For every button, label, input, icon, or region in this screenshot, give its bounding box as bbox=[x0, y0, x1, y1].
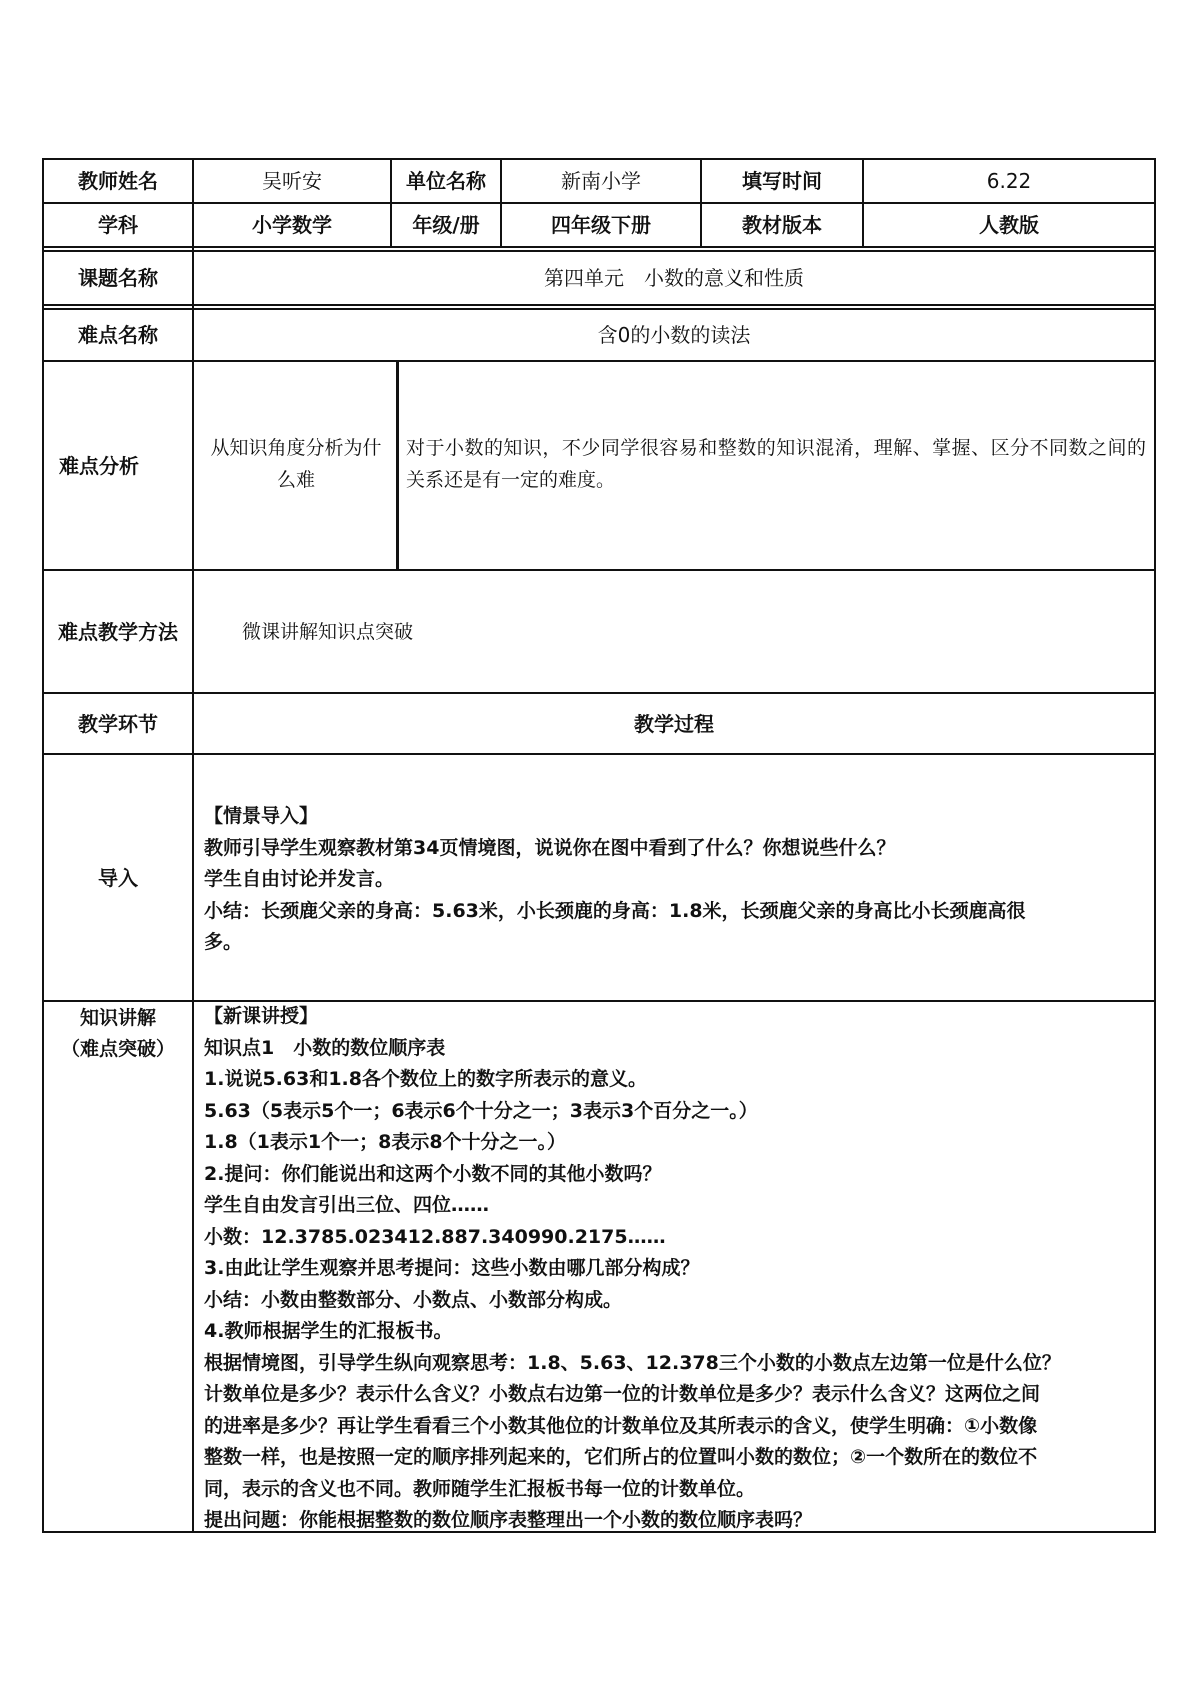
knowledge-line: 4.教师根据学生的汇报板书。 bbox=[204, 1320, 453, 1342]
knowledge-line: 2.提问：你们能说出和这两个小数不同的其他小数吗？ bbox=[204, 1162, 662, 1185]
knowledge-line: 小数：12.3785.023412.887.340990.2175…… bbox=[204, 1225, 666, 1248]
knowledge-line: 1.说说5.63和1.8各个数位上的数字所表示的意义。 bbox=[204, 1068, 647, 1090]
knowledge-label bbox=[44, 1003, 192, 1065]
knowledge-line: 知识点1 小数的数位顺序表 bbox=[204, 1036, 446, 1059]
topic-label: 课题名称 bbox=[78, 266, 158, 290]
analysis-label: 难点分析 bbox=[59, 453, 139, 478]
knowledge-line: 计数单位是多少？表示什么含义？小数点右边第一位的计数单位是多少？表示什么含义？这两位之间 bbox=[204, 1383, 1041, 1405]
knowledge-line: 整数一样，也是按照一定的顺序排列起来的，它们所占的位置叫小数的数位；②一个数所在的数位不 bbox=[204, 1446, 1038, 1468]
intro-line: 学生自由讨论并发言。 bbox=[204, 868, 395, 890]
table-border-right bbox=[1154, 158, 1156, 1533]
knowledge-line: 【新课讲授】 bbox=[204, 1005, 319, 1027]
edition-value: 人教版 bbox=[979, 213, 1039, 237]
row-line-3 bbox=[42, 304, 1156, 306]
edition-label: 教材版本 bbox=[742, 213, 822, 237]
knowledge-line: 1.8（1表示1个一；8表示8个十分之一。） bbox=[204, 1131, 567, 1153]
difficulty-value: 含0的小数的读法 bbox=[597, 323, 751, 347]
teacher-label: 教师姓名 bbox=[78, 169, 158, 193]
process-step-label: 教学环节 bbox=[78, 711, 158, 736]
knowledge-label-line2: （难点突破） bbox=[60, 1038, 175, 1060]
intro-line: 【情景导入】 bbox=[204, 805, 319, 827]
row-line-2 bbox=[42, 246, 1156, 248]
subject-value: 小学数学 bbox=[252, 213, 332, 237]
knowledge-line: 学生自由发言引出三位、四位…… bbox=[204, 1194, 490, 1216]
knowledge-line: 同，表示的含义也不同。教师随学生汇报板书每一位的计数单位。 bbox=[204, 1477, 756, 1500]
analysis-sub-label: 从知识角度分析为什么难 bbox=[210, 437, 382, 491]
analysis-divider bbox=[396, 362, 399, 570]
unit-label: 单位名称 bbox=[406, 169, 486, 193]
row-line-5 bbox=[42, 569, 1156, 571]
intro-line: 多。 bbox=[204, 931, 243, 953]
intro-line: 教师引导学生观察教材第34页情境图，说说你在图中看到了什么？你想说些什么？ bbox=[204, 836, 896, 859]
difficulty-label: 难点名称 bbox=[78, 323, 158, 347]
knowledge-line: 5.63（5表示5个一；6表示6个十分之一；3表示3个百分之一。） bbox=[204, 1099, 758, 1122]
teacher-value: 吴听安 bbox=[262, 169, 322, 193]
row-line-7 bbox=[42, 753, 1156, 755]
subject-label: 学科 bbox=[98, 213, 138, 237]
date-value: 6.22 bbox=[986, 169, 1032, 193]
knowledge-body bbox=[204, 1001, 1149, 1537]
knowledge-line: 根据情境图，引导学生纵向观察思考：1.8、5.63、12.378三个小数的小数点左边第一位是什么位？ bbox=[204, 1351, 1061, 1374]
label-column-divider bbox=[192, 158, 194, 1533]
knowledge-line: 提出问题：你能根据整数的数位顺序表整理出一个小数的数位顺序表吗？ bbox=[204, 1509, 813, 1531]
knowledge-label-line1: 知识讲解 bbox=[79, 1007, 156, 1029]
topic-value: 第四单元 小数的意义和性质 bbox=[544, 266, 804, 290]
method-value: 微课讲解知识点突破 bbox=[242, 621, 414, 643]
grade-value: 四年级下册 bbox=[551, 213, 651, 237]
intro-label: 导入 bbox=[98, 865, 138, 890]
knowledge-line: 的进率是多少？再让学生看看三个小数其他位的计数单位及其所表示的含义，使学生明确：①小数像 bbox=[204, 1414, 1038, 1437]
unit-value: 新南小学 bbox=[561, 169, 641, 193]
analysis-text: 对于小数的知识，不少同学很容易和整数的知识混淆，理解、掌握、区分不同数之间的关系还是有一定的难度。 bbox=[406, 437, 1146, 491]
method-label: 难点教学方法 bbox=[58, 619, 178, 644]
intro-body bbox=[204, 801, 1149, 959]
date-label: 填写时间 bbox=[742, 169, 822, 193]
process-value: 教学过程 bbox=[634, 711, 714, 736]
knowledge-line: 3.由此让学生观察并思考提问：这些小数由哪几部分构成？ bbox=[204, 1257, 700, 1279]
knowledge-line: 小结：小数由整数部分、小数点、小数部分构成。 bbox=[204, 1288, 623, 1311]
intro-line: 小结：长颈鹿父亲的身高：5.63米，小长颈鹿的身高：1.8米，长颈鹿父亲的身高比小长颈鹿高很 bbox=[204, 899, 1026, 922]
grade-label: 年级/册 bbox=[412, 213, 480, 237]
